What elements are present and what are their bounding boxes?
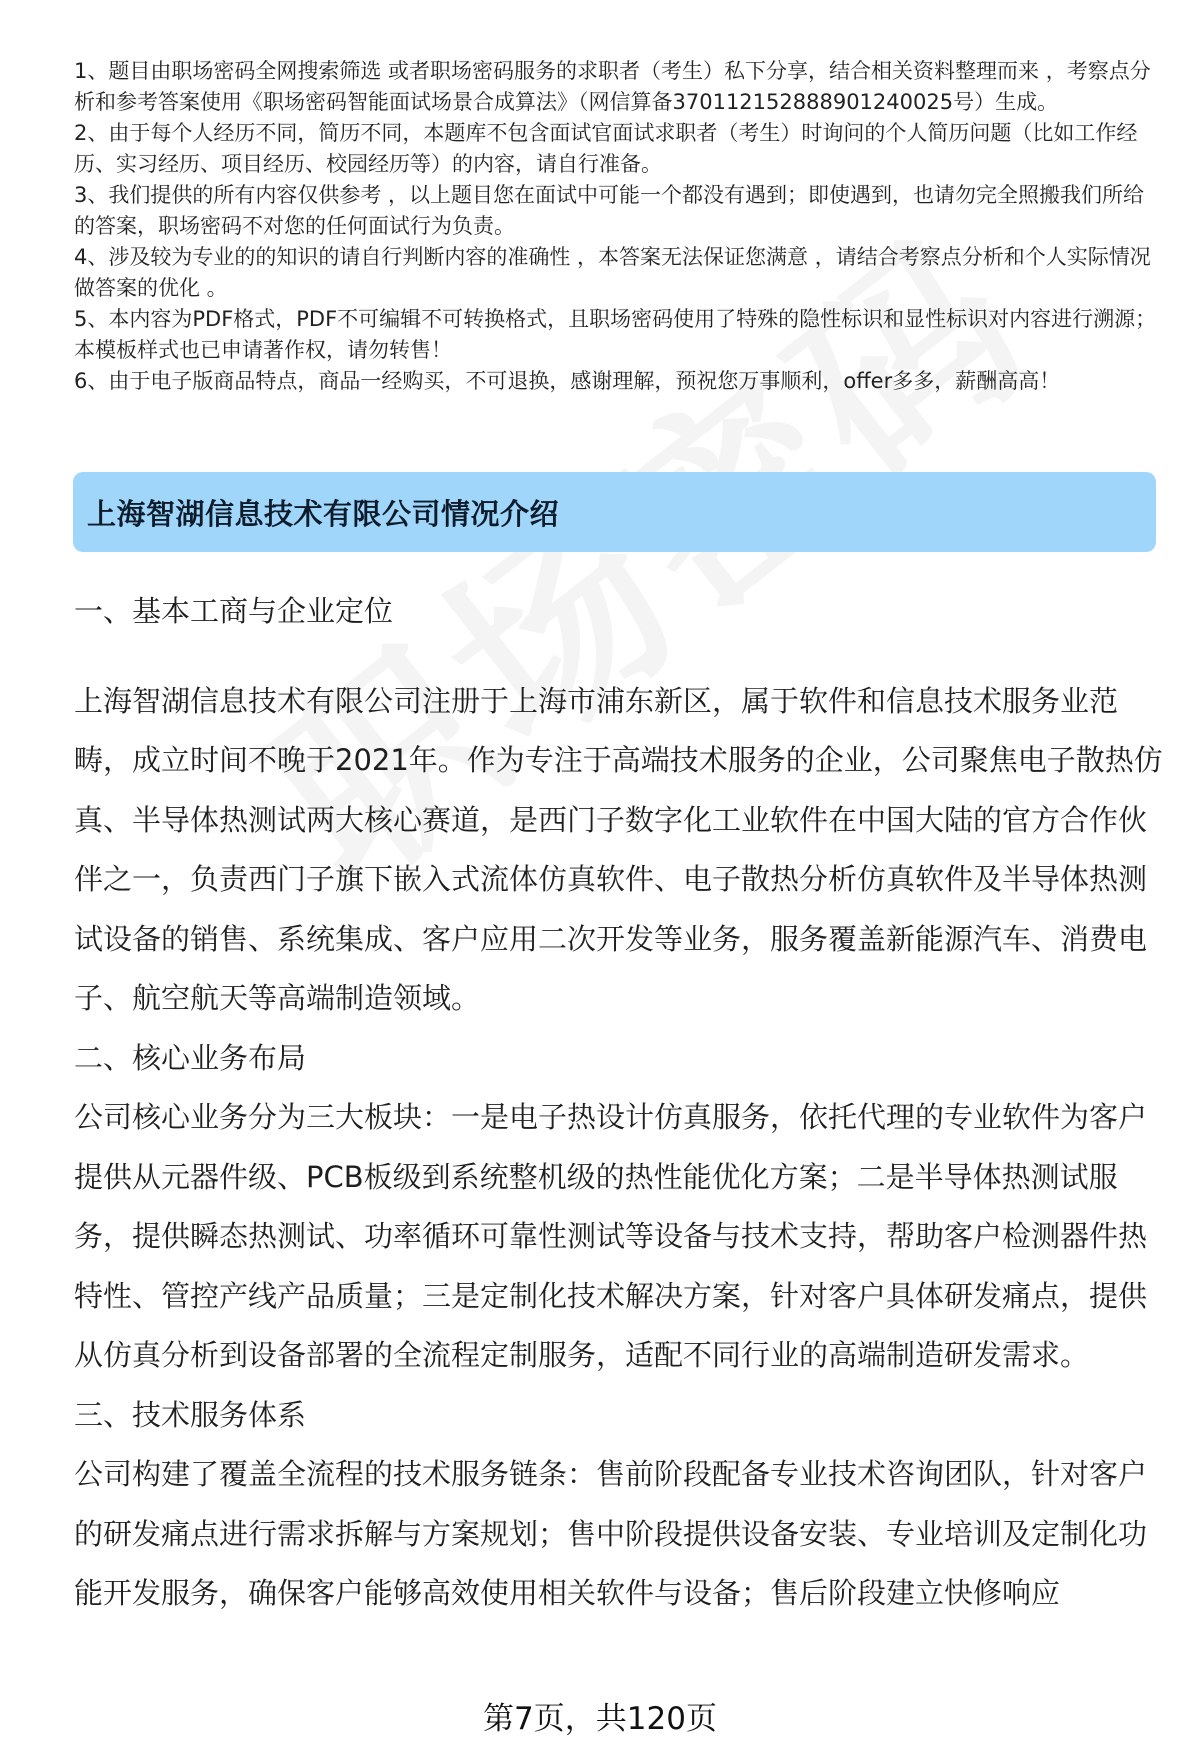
company-intro-content (74, 582, 1164, 1624)
note-item: 1、题目由职场密码全网搜索筛选 或者职场密码服务的求职者（考生）私下分享，结合相关资料整理而来 ，考察点分析和参考答案使用《职场密码智能面试场景合成算法》（网信算备370112152888901240025号）生成。 (74, 59, 1151, 114)
section-heading: 一、基本工商与企业定位 (74, 594, 394, 628)
page-number: 第7页，共120页 (483, 1701, 717, 1737)
section-paragraph: 上海智湖信息技术有限公司注册于上海市浦东新区，属于软件和信息技术服务业范畴，成立时间不晚于2021年。作为专注于高端技术服务的企业，公司聚焦电子散热仿真、半导体热测试两大核心赛道，是西门子数字化工业软件在中国大陆的官方合作伙伴之一，负责西门子旗下嵌入式流体仿真软件、电子散热分析仿真软件及半导体热测试设备的销售、系统集成、客户应用二次开发等业务，服务覆盖新能源汽车、消费电子、航空航天等高端制造领域。 (74, 683, 1163, 1015)
section-paragraph: 公司构建了覆盖全流程的技术服务链条：售前阶段配备专业技术咨询团队，针对客户的研发痛点进行需求拆解与方案规划；售中阶段提供设备安装、专业培训及定制化功能开发服务，确保客户能够高效使用相关软件与设备；售后阶段建立快修响应 (74, 1457, 1148, 1610)
spacer (74, 642, 1164, 672)
disclaimer-notes (74, 56, 1164, 397)
section-title-bar (73, 472, 1156, 552)
note-item: 4、涉及较为专业的的知识的请自行判断内容的准确性 ，本答案无法保证您满意 ，请结合考察点分析和个人实际情况做答案的优化 。 (74, 245, 1151, 300)
note-item: 5、本内容为PDF格式，PDF不可编辑不可转换格式，且职场密码使用了特殊的隐性标识和显性标识对内容进行溯源；本模板样式也已申请著作权，请勿转售！ (74, 307, 1157, 362)
note-item: 2、由于每个人经历不同，简历不同，本题库不包含面试官面试求职者（考生）时询问的个人简历问题（比如工作经历、实习经历、项目经历、校园经历等）的内容，请自行准备。 (74, 121, 1138, 176)
section-title: 上海智湖信息技术有限公司情况介绍 (87, 497, 560, 531)
note-item: 6、由于电子版商品特点，商品一经购买，不可退换，感谢理解，预祝您万事顺利，offer多多，薪酬高高！ (74, 369, 1061, 393)
note-item: 3、我们提供的所有内容仅供参考 ，以上题目您在面试中可能一个都没有遇到；即使遇到，也请勿完全照搬我们所给的答案，职场密码不对您的任何面试行为负责。 (74, 183, 1145, 238)
section-heading: 二、核心业务布局 (74, 1040, 307, 1075)
section-heading: 三、技术服务体系 (74, 1397, 307, 1432)
section-paragraph: 公司核心业务分为三大板块：一是电子热设计仿真服务，依托代理的专业软件为客户提供从元器件级、PCB板级到系统整机级的热性能优化方案；二是半导体热测试服务，提供瞬态热测试、功率循环可靠性测试等设备与技术支持，帮助客户检测器件热特性、管控产线产品质量；三是定制化技术解决方案，针对客户具体研发痛点，提供从仿真分析到设备部署的全流程定制服务，适配不同行业的高端制造研发需求。 (74, 1100, 1148, 1372)
